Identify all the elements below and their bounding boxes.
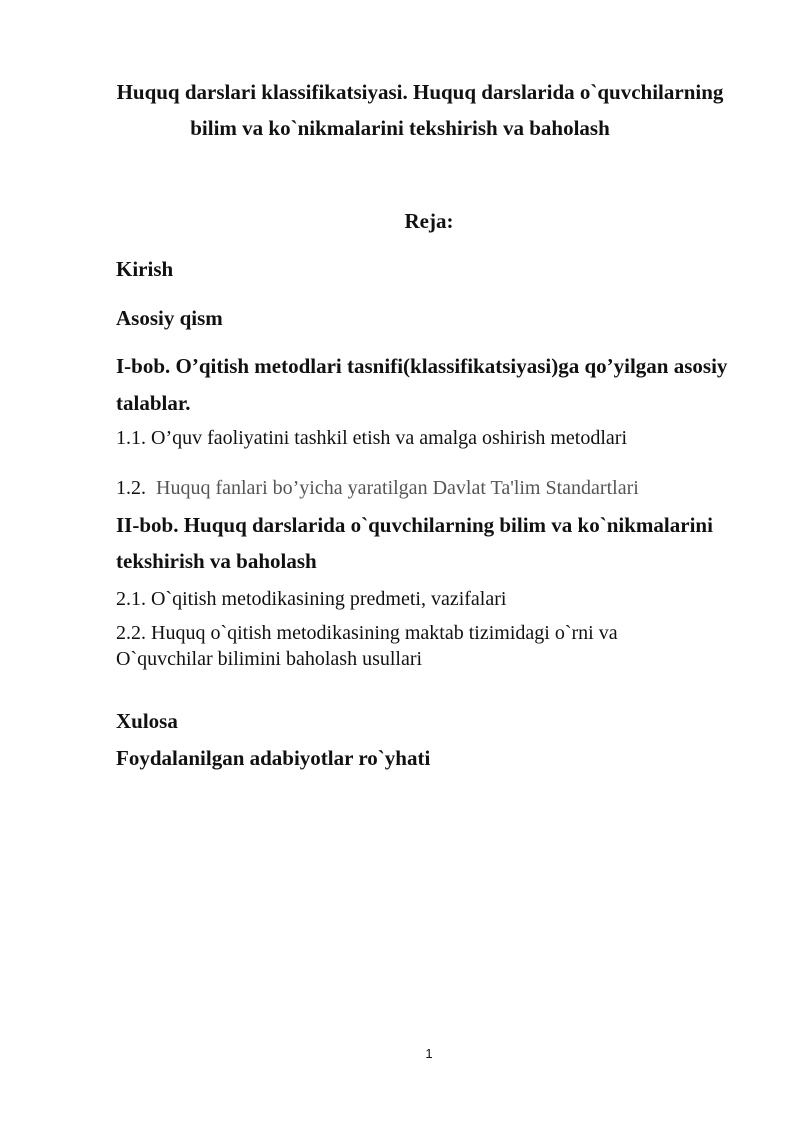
section-1-2 (116, 473, 639, 503)
chapter-1-title-line-1: I-bob. O’qitish metodlari tasnifi(klassifikatsiyasi)ga qo’yilgan asosiy (116, 354, 728, 378)
section-2-2-line-1: 2.2. Huquq o`qitish metodikasining maktab tizimidagi o`rni va (116, 622, 618, 644)
main-part-heading: Asosiy qism (116, 306, 223, 330)
intro-heading: Kirish (116, 257, 174, 281)
conclusion-heading: Xulosa (116, 709, 178, 733)
section-2-1 (116, 584, 506, 614)
section-1-2-number: 1.2. (116, 477, 146, 499)
chapter-2-title-line-2: tekshirish va baholash (116, 549, 317, 573)
chapter-2-title-line-1: II-bob. Huquq darslarida o`quvchilarning bilim va ko`nikmalarini (116, 513, 713, 537)
document-title-line-1: Huquq darslari klassifikatsiyasi. Huquq darslarida o`quvchilarning (116, 80, 724, 104)
page-number: 1 (425, 1046, 433, 1061)
section-2-1-text: O`qitish metodikasining predmeti, vazifalari (146, 588, 507, 610)
section-1-2-text: Huquq fanlari bo’yicha yaratilgan Davlat Ta'lim Standartlari (156, 477, 639, 499)
document-title-line-2: bilim va ko`nikmalarini tekshirish va baholash (190, 116, 610, 140)
section-2-2-line-2: O`quvchilar bilimini baholash usullari (116, 648, 423, 670)
section-2-1-number: 2.1. (116, 588, 146, 610)
section-1-1: 1.1. O’quv faoliyatini tashkil etish va amalga oshirish metodlari (116, 427, 628, 449)
plan-heading: Reja: (404, 209, 454, 233)
references-heading: Foydalanilgan adabiyotlar ro`yhati (116, 746, 431, 770)
chapter-1-title-line-2: talablar. (116, 391, 191, 415)
